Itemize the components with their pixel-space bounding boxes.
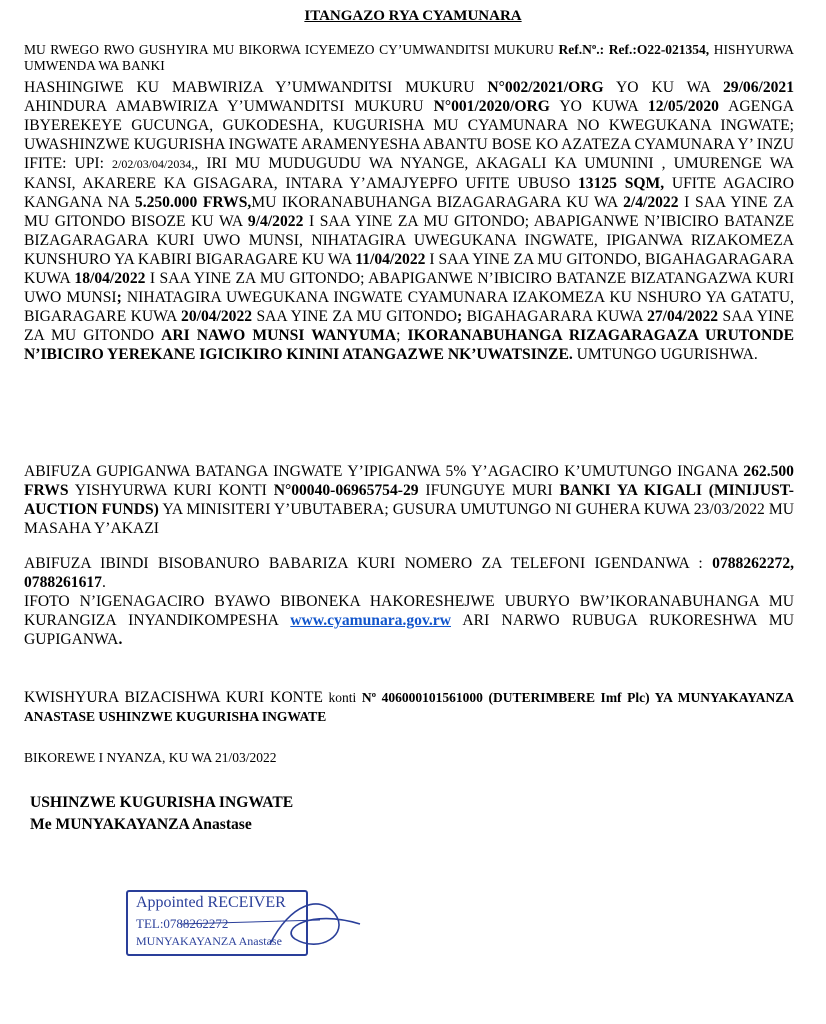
text-run: NIHATAGIRA UWEGUKANA INGWATE CYAMUNARA IZAKOMEZA KU NSHURO YA GATATU, BIGARAGARE KUWA <box>24 289 794 325</box>
text-run: HASHINGIWE KU MABWIRIZA Y’UMWANDITSI MUKURU <box>24 79 475 96</box>
regulation-number: N°001/2020/ORG <box>433 98 550 115</box>
text-run: SAA YINE ZA MU GITONDO <box>24 308 794 344</box>
signer-role: USHINZWE KUGURISHA INGWATE <box>30 794 294 811</box>
text-run: AGENGA IBYEREKEYE GUCUNGA, GUKODESHA, KUGURISHA MU CYAMUNARA NO KWEGUKANA INGWATE; UWASHINZWE KUGURISHA INGWATE ARAMENYESHA ABANTU BOSE KO AZATEZA CYAMUNARA Y’ INZU IFITE: UPI: <box>24 98 794 172</box>
punctuation: . <box>118 631 123 648</box>
auction-end-date: 9/4/2022 <box>247 213 304 230</box>
text-run: YISHYURWA KURI KONTI <box>74 482 267 499</box>
intro-tail: HISHYURWA UMWENDA WA BANKI <box>24 42 795 73</box>
signature-scribble-icon <box>120 884 365 962</box>
signature-block <box>30 792 293 836</box>
text-run: UFITE AGACIRO KANGANA NA <box>24 175 794 211</box>
reference-number: Ref.Nº.: Ref.:O22-021354, <box>558 42 710 57</box>
property-value: 5.250.000 FRWS, <box>134 194 252 211</box>
regulation-date: 29/06/2021 <box>722 79 795 96</box>
regulation-number: N°002/2021/ORG <box>487 79 604 96</box>
text-run: ABIFUZA IBINDI BISOBANURO BABARIZA KURI NOMERO ZA TELEFONI IGENDANWA : <box>24 555 703 572</box>
winner-note: IKORANABUHANGA RIZAGARAGAZA URUTONDE N’IBICIRO YEREKANE IGICIKIRO KININI ATANGAZWE NK’UWATSINZE. <box>24 327 795 363</box>
text-run: AHINDURA AMABWIRIZA Y’UMWANDITSI MUKURU <box>24 98 424 115</box>
text-run: SAA YINE ZA MU GITONDO <box>256 308 458 325</box>
text-run: I SAA YINE ZA MU GITONDO; ABAPIGANWE N’IBICIRO BATANZE BIZATANGAZWA KURI UWO MUNSI <box>24 270 795 306</box>
text-run: KWISHYURA BIZACISHWA KURI KONTE <box>24 689 323 706</box>
text-run: MU IKORANABUHANGA BIZAGARAGARA KU WA <box>251 194 618 211</box>
text-run: ARI NARWO RUBUGA RUKORESHWA MU GUPIGANWA <box>24 612 794 648</box>
stamp-title: Appointed RECEIVER <box>136 894 286 911</box>
punctuation: ; <box>457 308 463 325</box>
place-date: BIKOREWE I NYANZA, KU WA 21/03/2022 <box>24 750 277 765</box>
second-round-date: 11/04/2022 <box>355 251 426 268</box>
text-run: BIGAHAGARARA KUWA <box>466 308 643 325</box>
regulation-date: 12/05/2020 <box>647 98 719 115</box>
text-run: ABIFUZA GUPIGANWA BATANGA INGWATE Y’IPIGANWA 5% Y’AGACIRO K’UMUTUNGO INGANA <box>24 463 738 480</box>
upi-number: 2/02/03/04/2034, <box>112 157 195 171</box>
document-title: ITANGAZO RYA CYAMUNARA <box>304 8 522 24</box>
phone-numbers: 0788262272, 0788261617 <box>24 555 795 591</box>
payment-paragraph <box>24 688 794 726</box>
text-run: konti <box>328 690 357 705</box>
stamp-phone: TEL:0788262272 <box>136 916 229 931</box>
stamp-name: MUNYAKAYANZA Anastase <box>136 934 282 948</box>
text-run: I SAA YINE ZA MU GITONDO; ABAPIGANWE N’IBICIRO BATANZE BIZAGARAGARA KURI UWO MUNSI, NIHATAGIRA UWEGUKANA INGWATE, IPIGANWA RIZAKOMEZA KUNSHURO YA KABIRI BIGARAGARE KU WA <box>24 213 795 268</box>
intro-text: MU RWEGO RWO GUSHYIRA MU BIKORWA ICYEMEZO CY’UMWANDITSI MUKURU <box>24 42 554 57</box>
final-day-note: ARI NAWO MUNSI WANYUMA <box>161 327 397 344</box>
second-round-end-date: 18/04/2022 <box>74 270 146 287</box>
website-link[interactable]: www.cyamunara.gov.rw <box>290 612 451 629</box>
text-run: IFUNGUYE MURI <box>425 482 553 499</box>
contact-paragraph <box>24 554 794 649</box>
bank-name: BANKI YA KIGALI (MINIJUST-AUCTION FUNDS) <box>24 482 794 518</box>
text-run: I SAA YINE ZA MU GITONDO BISOZE KU WA <box>24 194 794 230</box>
deposit-paragraph <box>24 462 794 538</box>
third-round-date: 20/04/2022 <box>181 308 253 325</box>
text-run: ; <box>396 327 401 344</box>
text-run: YA MINISITERI Y’UBUTABERA; GUSURA UMUTUNGO NI GUHERA KUWA 23/03/2022 MU MASAHA Y’AKAZI <box>24 501 794 537</box>
text-run: YO KUWA <box>559 98 638 115</box>
final-end-date: 27/04/2022 <box>647 308 719 325</box>
text-run: I SAA YINE ZA MU GITONDO, BIGAHAGARAGARA KUWA <box>24 251 794 287</box>
property-area: 13125 SQM, <box>577 175 665 192</box>
text-run: IFOTO N’IGENAGACIRO BYAWO BIBONEKA HAKORESHEJWE UBURYO BW’IKORANABUHANGA MU KURANGIZA INYANDIKOMPESHA <box>24 593 794 629</box>
bank-account-number: N°00040-06965754-29 <box>273 482 419 499</box>
text-run: , IRI MU MUDUGUDU WA NYANGE, AKAGALI KA UMUNINI , UMURENGE WA KANSI, AKARERE KA GISAGARA, INTARA Y’AMAJYEPFO UFITE UBUSO <box>24 155 794 192</box>
intro-paragraph <box>24 42 794 74</box>
signer-name: Me MUNYAKAYANZA Anastase <box>30 816 252 833</box>
auction-details-paragraph <box>24 78 794 364</box>
deposit-amount: 262.500 FRWS <box>24 463 794 499</box>
receiver-stamp <box>120 884 365 962</box>
punctuation: ; <box>116 289 122 306</box>
text-run: YO KU WA <box>616 79 711 96</box>
text-run: . <box>101 574 106 591</box>
auction-start-date: 2/4/2022 <box>623 194 679 211</box>
text-run: UMTUNGO UGURISHWA. <box>576 346 758 363</box>
payment-account: Nº 406000101561000 (DUTERIMBERE Imf Plc) YA MUNYAKAYANZA ANASTASE USHINZWE KUGURISHA INGWATE <box>24 690 795 724</box>
